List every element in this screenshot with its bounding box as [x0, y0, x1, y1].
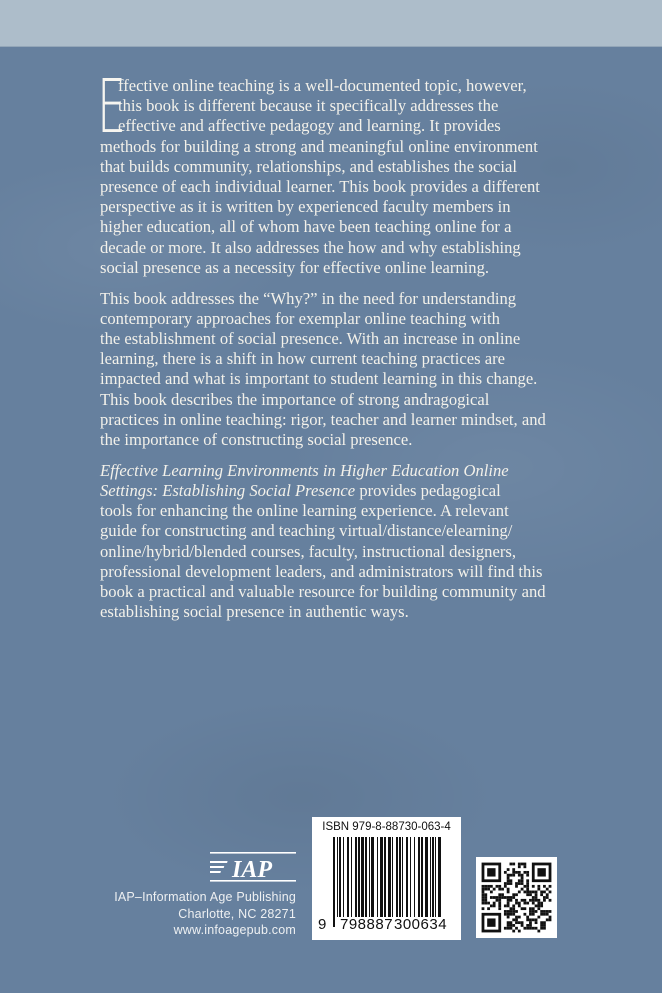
barcode-digits-right: 300634 — [394, 916, 448, 933]
text-line: decade or more. It also addresses the how and why establishing — [100, 237, 521, 257]
qr-module — [518, 904, 521, 907]
qr-module — [526, 888, 529, 891]
qr-module — [532, 902, 535, 905]
isbn-label: ISBN 979-8-88730-063-4 — [322, 821, 451, 833]
qr-module — [498, 907, 501, 910]
qr-module — [484, 888, 487, 891]
qr-module — [507, 904, 510, 907]
qr-module — [526, 891, 529, 894]
qr-module — [529, 910, 532, 913]
qr-module — [510, 896, 513, 899]
qr-module — [510, 921, 513, 924]
qr-module — [521, 924, 524, 927]
qr-module — [501, 896, 504, 899]
qr-module — [515, 918, 518, 921]
text-line: the establishment of social presence. With an increase in online — [100, 329, 521, 349]
paragraph-2 — [100, 289, 546, 451]
drop-cap: E — [97, 64, 126, 150]
qr-module — [540, 927, 543, 930]
iap-logo — [210, 852, 296, 882]
qr-module — [526, 874, 529, 877]
qr-module — [512, 874, 515, 877]
text-line: online/hybrid/blended courses, faculty, instructional designers, — [100, 541, 516, 561]
qr-module — [515, 871, 518, 874]
qr-module — [540, 904, 543, 907]
qr-module — [529, 913, 532, 916]
qr-module — [504, 882, 507, 885]
qr-module — [482, 891, 485, 894]
qr-module — [512, 910, 515, 913]
qr-module — [496, 896, 499, 899]
qr-module — [532, 907, 535, 910]
barcode-digits-left: 798887 — [340, 916, 394, 933]
qr-module — [490, 896, 493, 899]
text-line: This book addresses the “Why?” in the need for understanding — [100, 288, 517, 308]
paragraph-3 — [100, 461, 546, 623]
qr-module — [510, 874, 513, 877]
qr-module — [523, 871, 526, 874]
qr-module — [526, 918, 529, 921]
text-line: practices in online teaching: rigor, teacher and learner mindset, and — [100, 409, 546, 429]
qr-module — [549, 891, 552, 894]
qr-module — [532, 891, 535, 894]
qr-module — [515, 885, 518, 888]
qr-module — [529, 918, 532, 921]
qr-module — [521, 877, 524, 880]
qr-module — [512, 896, 515, 899]
qr-module — [504, 927, 507, 930]
qr-module — [504, 913, 507, 916]
barcode-bar — [432, 837, 434, 917]
text-span: provides pedagogical — [355, 481, 501, 501]
qr-module — [543, 896, 546, 899]
barcode-bar — [421, 837, 423, 917]
qr-module — [543, 927, 546, 930]
qr-module — [482, 893, 485, 896]
qr-module — [482, 885, 485, 888]
qr-module — [543, 891, 546, 894]
qr-module — [535, 899, 538, 902]
qr-module — [518, 863, 521, 866]
qr-module — [484, 896, 487, 899]
qr-module — [535, 918, 538, 921]
qr-module — [487, 902, 490, 905]
qr-module — [507, 910, 510, 913]
qr-module — [537, 930, 540, 933]
qr-module — [526, 871, 529, 874]
qr-module — [484, 893, 487, 896]
text-line: tools for enhancing the online learning experience. A relevant — [100, 501, 509, 521]
qr-module — [515, 921, 518, 924]
qr-module — [507, 874, 510, 877]
qr-module — [515, 927, 518, 930]
top-band — [0, 0, 662, 47]
qr-module — [523, 907, 526, 910]
text-line: the importance of constructing social presence. — [100, 430, 413, 450]
qr-module — [504, 896, 507, 899]
qr-module — [532, 913, 535, 916]
text-line: perspective as it is written by experienced faculty members in — [100, 197, 511, 217]
qr-module — [537, 916, 540, 919]
back-cover-description — [97, 64, 546, 633]
barcode-bar — [355, 837, 357, 917]
qr-module — [537, 868, 545, 876]
qr-module — [540, 902, 543, 905]
qr-module — [535, 927, 538, 930]
qr-module — [490, 904, 493, 907]
qr-module — [507, 924, 510, 927]
qr-module — [526, 916, 529, 919]
qr-module — [526, 902, 529, 905]
qr-module — [487, 907, 490, 910]
qr-module — [512, 924, 515, 927]
qr-module — [507, 877, 510, 880]
qr-module — [523, 899, 526, 902]
qr-module — [521, 874, 524, 877]
barcode-bar — [365, 837, 367, 917]
qr-module — [543, 924, 546, 927]
qr-module — [529, 924, 532, 927]
qr-module — [521, 879, 524, 882]
qr-module — [504, 910, 507, 913]
qr-module — [510, 863, 513, 866]
qr-module — [484, 885, 487, 888]
barcode-bar — [402, 837, 403, 917]
qr-module — [498, 899, 501, 902]
paragraph-1 — [97, 64, 546, 278]
text-line: methods for building a strong and meaningful online environment — [100, 136, 538, 156]
isbn-barcode — [312, 817, 461, 940]
qr-module — [512, 868, 515, 871]
qr-module — [512, 904, 515, 907]
barcode-lead-digit: 9 — [318, 916, 327, 933]
qr-module — [532, 899, 535, 902]
barcode-bar — [435, 837, 436, 917]
barcode-bar — [425, 837, 428, 917]
qr-module — [498, 896, 501, 899]
qr-module — [493, 902, 496, 905]
qr-module — [540, 924, 543, 927]
qr-module — [482, 888, 485, 891]
text-line: social presence as a necessity for effective online learning. — [100, 257, 490, 277]
barcode-bar — [369, 837, 370, 917]
qr-module — [518, 882, 521, 885]
qr-module — [535, 910, 538, 913]
qr-module — [537, 907, 540, 910]
qr-module — [521, 899, 524, 902]
qr-module — [507, 888, 510, 891]
qr-module — [498, 904, 501, 907]
qr-module — [507, 896, 510, 899]
qr-module — [510, 882, 513, 885]
qr-module — [521, 882, 524, 885]
barcode-bar — [361, 837, 364, 917]
qr-module — [518, 916, 521, 919]
qr-module — [515, 910, 518, 913]
qr-module — [521, 888, 524, 891]
barcode-bar — [377, 837, 378, 917]
barcode-bar — [406, 837, 408, 917]
qr-module — [515, 899, 518, 902]
qr-module — [543, 885, 546, 888]
text-line: that builds community, relationships, and establishes the social — [100, 156, 517, 176]
text-line: impacted and what is important to student learning in this change. — [100, 369, 538, 389]
qr-module — [546, 893, 549, 896]
qr-module — [518, 874, 521, 877]
publisher-website: www.infoagepub.com — [173, 923, 296, 937]
qr-module — [507, 891, 510, 894]
qr-module — [523, 902, 526, 905]
qr-module — [537, 885, 540, 888]
qr-module — [532, 910, 535, 913]
qr-module — [529, 899, 532, 902]
qr-module — [537, 888, 540, 891]
qr-module — [532, 885, 535, 888]
qr-module — [484, 902, 487, 905]
qr-module — [504, 885, 507, 888]
qr-module — [504, 871, 507, 874]
text-line: learning, there is a shift in how current teaching practices are — [100, 349, 505, 369]
barcode-bar — [371, 837, 374, 917]
qr-module — [529, 891, 532, 894]
qr-module — [496, 885, 499, 888]
qr-module — [507, 913, 510, 916]
qr-module — [504, 904, 507, 907]
text-line: contemporary approaches for exemplar online teaching with — [100, 308, 500, 328]
qr-module — [543, 913, 546, 916]
qr-module — [546, 888, 549, 891]
logo-text: IAP — [232, 857, 273, 882]
qr-module — [523, 885, 526, 888]
qr-code-icon — [476, 857, 557, 938]
qr-module — [535, 921, 538, 924]
publisher-name: IAP–Information Age Publishing — [114, 890, 296, 904]
book-title-line: Settings: Establishing Social Presence — [100, 481, 356, 501]
qr-module — [546, 918, 549, 921]
qr-module — [493, 904, 496, 907]
text-line: higher education, all of whom have been teaching online for a — [100, 217, 512, 237]
text-line: this book is different because it specifically addresses the — [118, 96, 499, 116]
qr-module — [535, 904, 538, 907]
qr-module — [549, 885, 552, 888]
qr-module — [515, 893, 518, 896]
qr-module — [549, 899, 552, 902]
qr-module — [529, 927, 532, 930]
qr-module — [529, 921, 532, 924]
qr-module — [521, 863, 524, 866]
qr-module — [523, 891, 526, 894]
barcode-bar — [388, 837, 391, 927]
qr-module — [507, 927, 510, 930]
qr-module — [501, 888, 504, 891]
qr-module — [490, 885, 493, 888]
barcode-bar — [418, 837, 420, 917]
text-line: presence of each individual learner. This book provides a different — [100, 177, 540, 197]
barcode-bar — [438, 837, 441, 917]
qr-module — [512, 913, 515, 916]
barcode-bar — [333, 837, 335, 927]
qr-module — [512, 863, 515, 866]
qr-module — [512, 871, 515, 874]
qr-module — [482, 896, 485, 899]
qr-module — [498, 885, 501, 888]
qr-module — [510, 924, 513, 927]
text-line: effective and affective pedagogy and learning. It provides — [118, 116, 501, 136]
qr-module — [496, 899, 499, 902]
qr-module — [540, 910, 543, 913]
qr-module — [507, 899, 510, 902]
qr-module — [540, 921, 543, 924]
qr-module — [523, 913, 526, 916]
qr-module — [526, 893, 529, 896]
qr-module — [507, 921, 510, 924]
qr-module — [532, 927, 535, 930]
qr-module — [546, 913, 549, 916]
qr-module — [510, 899, 513, 902]
qr-module — [510, 910, 513, 913]
qr-module — [535, 893, 538, 896]
text-line — [100, 481, 546, 501]
book-title-line: Effective Learning Environments in Higher Education Online — [100, 460, 509, 480]
qr-module — [487, 918, 495, 926]
qr-module — [493, 896, 496, 899]
qr-module — [523, 865, 526, 868]
text-line: guide for constructing and teaching virtual/distance/elearning/ — [100, 521, 513, 541]
qr-module — [526, 885, 529, 888]
qr-module — [515, 916, 518, 919]
qr-module — [512, 918, 515, 921]
qr-module — [532, 918, 535, 921]
text-line: professional development leaders, and administrators will find this — [100, 561, 543, 581]
qr-module — [487, 888, 490, 891]
qr-module — [540, 891, 543, 894]
qr-module — [549, 910, 552, 913]
qr-module — [526, 927, 529, 930]
text-line: ffective online teaching is a well-documented topic, however, — [118, 76, 527, 95]
qr-module — [512, 930, 515, 933]
qr-module — [518, 891, 521, 894]
qr-module — [537, 902, 540, 905]
qr-module — [523, 863, 526, 866]
qr-module — [510, 913, 513, 916]
publisher-city: Charlotte, NC 28271 — [178, 906, 296, 921]
qr-module — [510, 927, 513, 930]
qr-module — [501, 893, 504, 896]
qr-module — [526, 924, 529, 927]
qr-module — [510, 907, 513, 910]
barcode-bar — [347, 837, 349, 917]
qr-module — [537, 904, 540, 907]
qr-module — [510, 879, 513, 882]
qr-module — [487, 885, 490, 888]
qr-module — [518, 865, 521, 868]
qr-module — [549, 918, 552, 921]
qr-module — [546, 896, 549, 899]
qr-code-modules — [476, 857, 557, 938]
barcode-bar — [384, 837, 386, 917]
qr-module — [529, 907, 532, 910]
qr-module — [507, 868, 510, 871]
qr-module — [507, 879, 510, 882]
qr-module — [521, 907, 524, 910]
qr-module — [543, 921, 546, 924]
qr-module — [507, 882, 510, 885]
qr-module — [543, 910, 546, 913]
barcode-bar — [396, 837, 398, 917]
text-line: establishing social presence in authentic ways. — [100, 602, 409, 622]
barcode-bar — [430, 837, 431, 917]
qr-module — [537, 899, 540, 902]
qr-module — [518, 902, 521, 905]
qr-module — [512, 893, 515, 896]
barcode-bar — [380, 837, 383, 917]
qr-module — [521, 921, 524, 924]
qr-module — [518, 930, 521, 933]
barcode-bar — [414, 837, 415, 917]
qr-module — [507, 902, 510, 905]
qr-module — [484, 899, 487, 902]
qr-module — [498, 893, 501, 896]
qr-module — [518, 879, 521, 882]
qr-module — [540, 913, 543, 916]
qr-module — [529, 893, 532, 896]
qr-module — [490, 891, 493, 894]
qr-module — [507, 916, 510, 919]
qr-module — [535, 896, 538, 899]
qr-module — [498, 902, 501, 905]
qr-module — [543, 899, 546, 902]
qr-module — [515, 882, 518, 885]
barcode-bar — [337, 837, 338, 917]
barcode-bar — [339, 837, 341, 917]
text-line: This book describes the importance of strong andragogical — [100, 389, 490, 409]
qr-module — [482, 907, 485, 910]
barcode-bar — [399, 837, 401, 917]
qr-module — [482, 899, 485, 902]
qr-module — [535, 891, 538, 894]
qr-module — [526, 879, 529, 882]
qr-module — [518, 871, 521, 874]
qr-module — [549, 916, 552, 919]
barcode-bar — [351, 837, 352, 917]
qr-module — [498, 888, 501, 891]
qr-module — [546, 910, 549, 913]
qr-module — [518, 921, 521, 924]
qr-module — [512, 907, 515, 910]
qr-module — [515, 902, 518, 905]
barcode-bar — [343, 837, 344, 917]
barcode-bar — [392, 837, 393, 917]
qr-module — [523, 927, 526, 930]
qr-module — [493, 888, 496, 891]
barcode-bar — [358, 837, 360, 917]
publisher-info — [114, 889, 296, 939]
text-line: book a practical and valuable resource for building community and — [100, 582, 546, 602]
qr-module — [482, 902, 485, 905]
qr-module — [540, 893, 543, 896]
qr-module — [526, 882, 529, 885]
qr-module — [532, 896, 535, 899]
qr-module — [487, 868, 495, 876]
barcode-bar — [410, 837, 411, 917]
